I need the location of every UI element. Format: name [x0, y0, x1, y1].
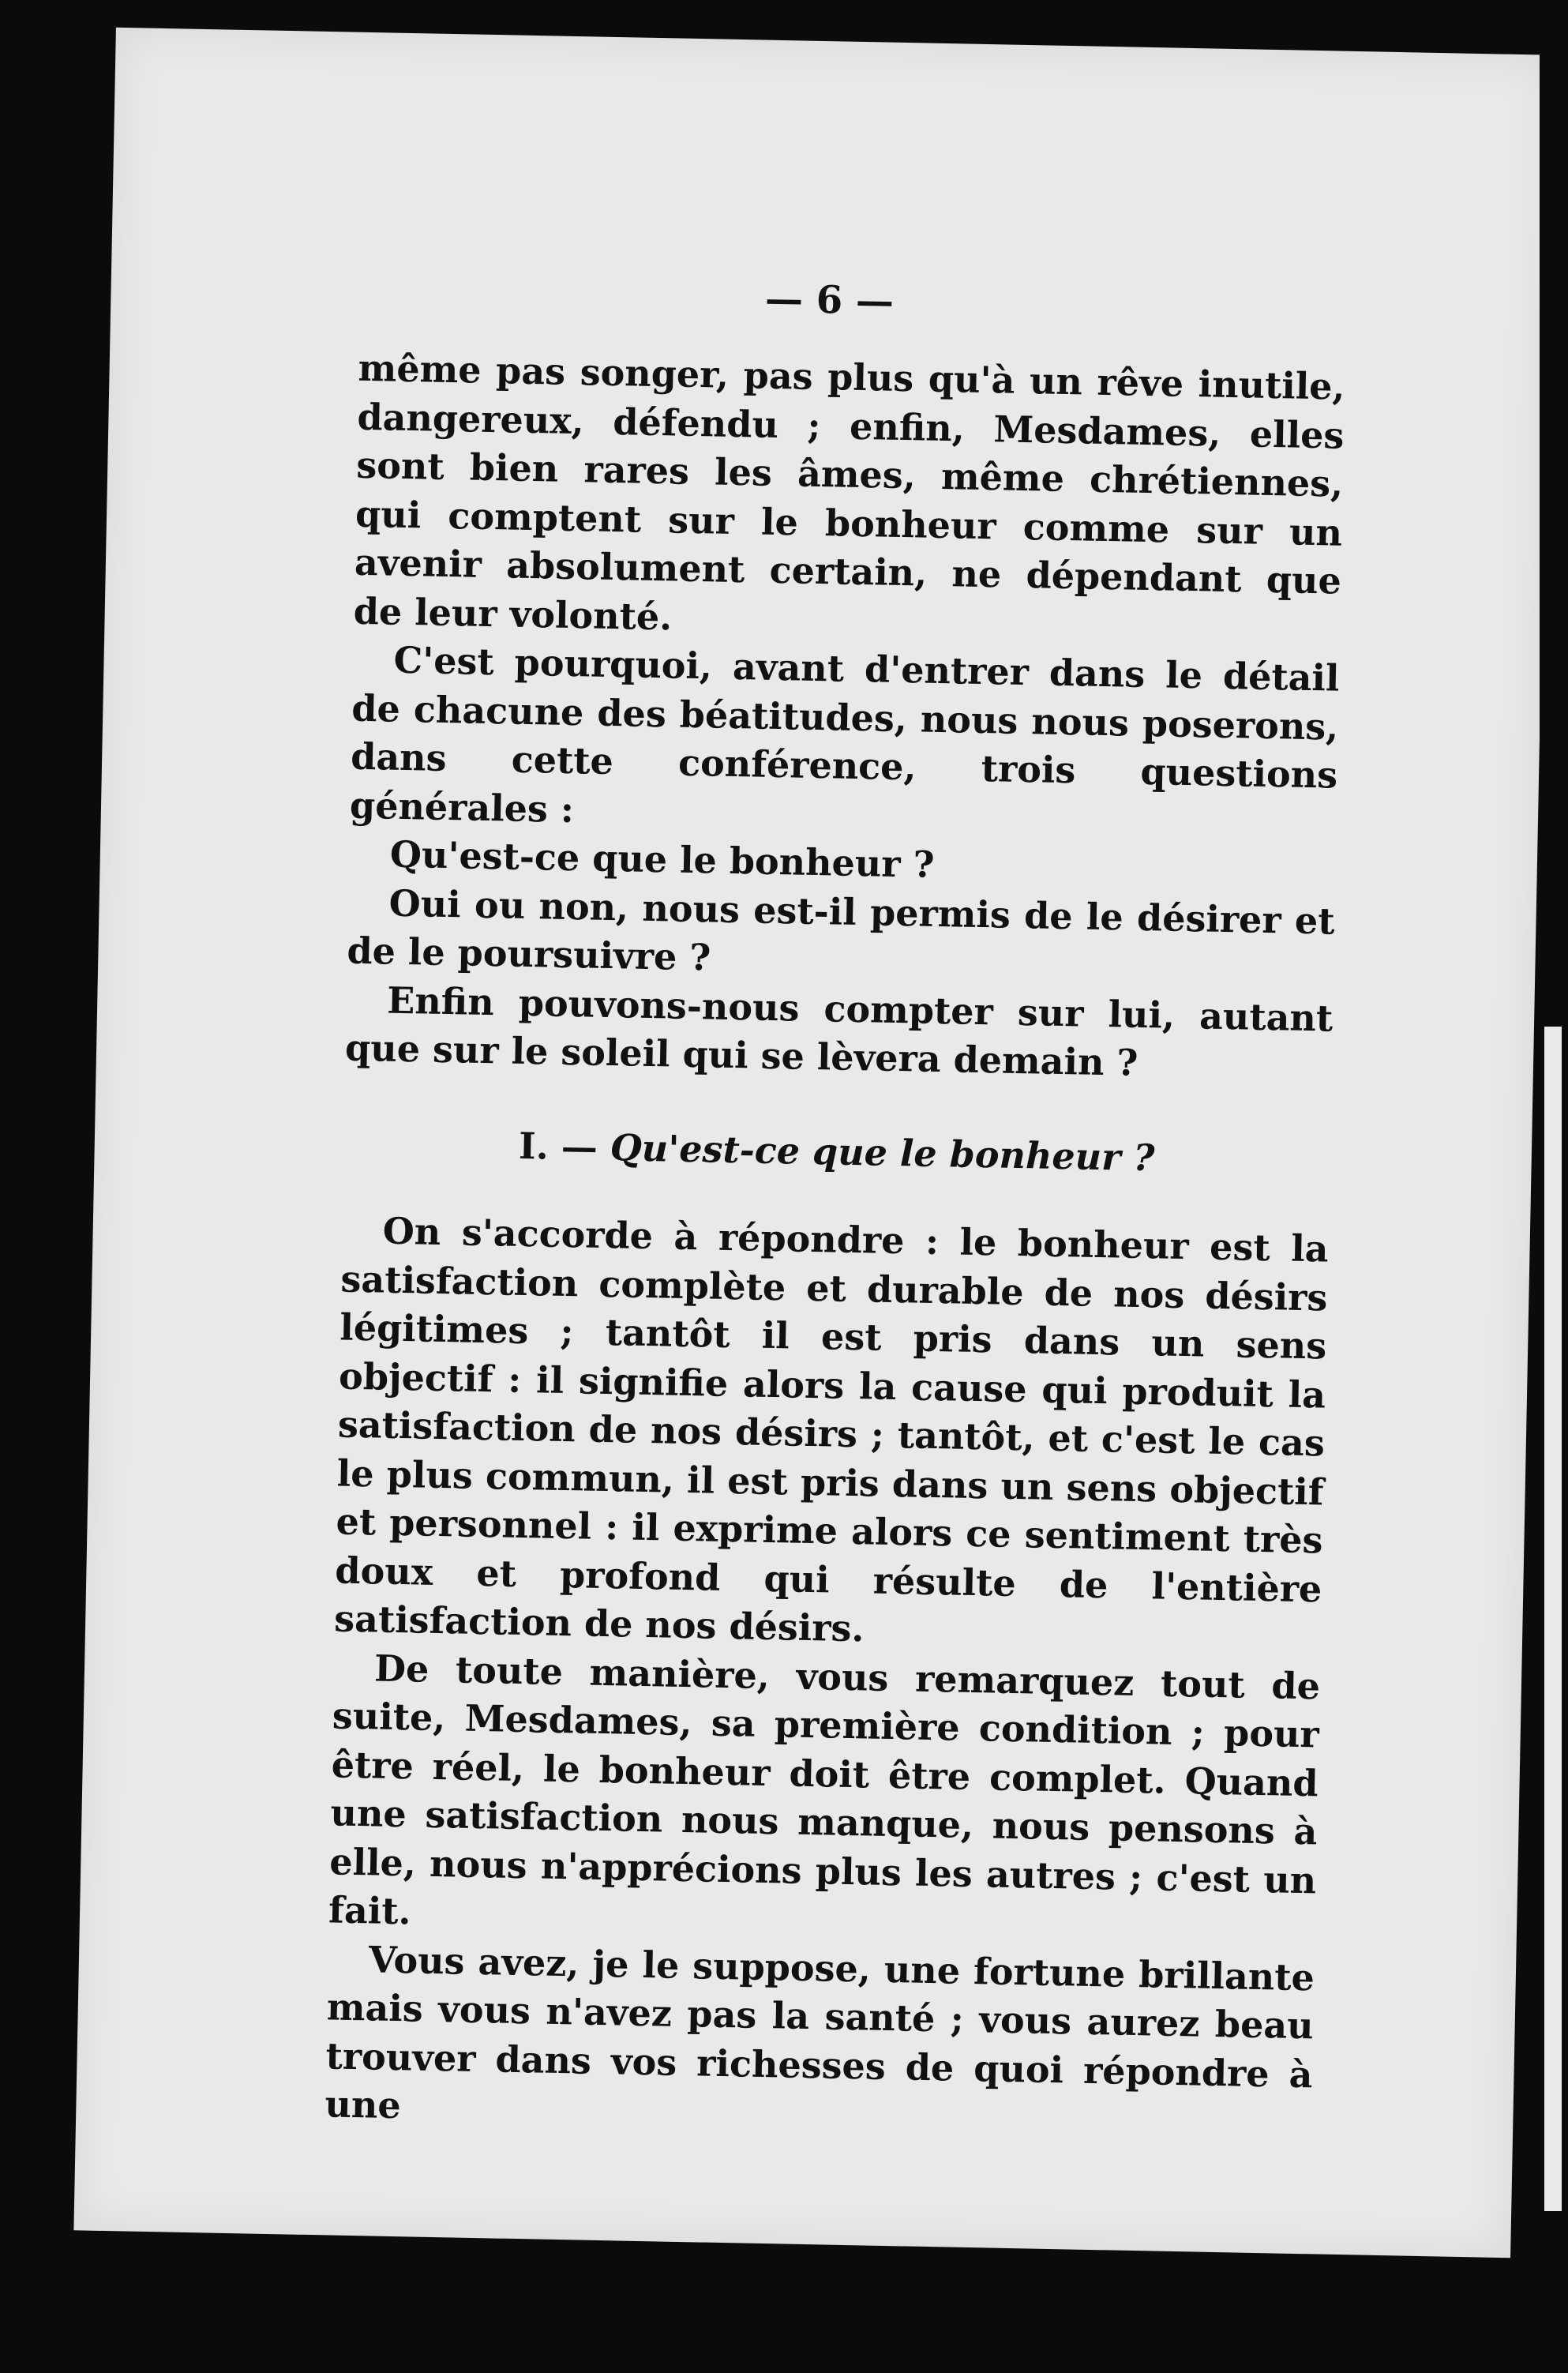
paragraph: Vous avez, je le suppose, une fortune brillante mais vous n'avez pas la santé ; vous aurez beau trouver dans vos richesses de quoi répondre à une: [324, 1937, 1315, 2127]
page-number: — 6 —: [764, 276, 895, 324]
paragraph: C'est pourquoi, avant d'entrer dans le détail de chacune des béatitudes, nous nous poserons, dans cette conférence, trois questions générales :: [349, 638, 1340, 831]
paragraph: On s'accorde à répondre : le bonheur est la satisfaction complète et durable de nos désirs légitimes ; tantôt il est pris dans un sens objectif : il signifie alors la cause qui produit la satisfaction de nos désirs ; tantôt, et c'est le cas le plus commun, il est pris dans un sens objectif et personnel : il exprime alors ce sentiment très doux et profond qui résulte de l'entière satisfaction de nos désirs.: [333, 1209, 1330, 1650]
paragraph: Oui ou non, nous est-il permis de le désirer et de le poursuivre ?: [347, 881, 1336, 979]
paragraph: même pas songer, pas plus qu'à un rêve inutile, dangereux, défendu ; enfin, Mesdames, elles sont bien rares les âmes, même chrétiennes, qui comptent sur le bonheur comme sur un avenir absolument certain, ne dépendant que de leur volonté.: [353, 346, 1346, 638]
next-page-edge: [1544, 1027, 1562, 2211]
paragraph: Enfin pouvons-nous compter sur lui, autant que sur le soleil qui se lèvera demain ?: [344, 978, 1334, 1084]
book-page: [73, 28, 1552, 2258]
section-title: Qu'est-ce que le bonheur ?: [610, 1125, 1155, 1179]
section-heading: [343, 1118, 1330, 1185]
paragraph: Qu'est-ce que le bonheur ?: [389, 832, 935, 886]
paragraph: De toute manière, vous remarquez tout de suite, Mesdames, sa première condition ; pour être réel, le bonheur doit être complet. Quand une satisfaction nous manque, nous pensons à elle, nous n'apprécions plus les autres ; c'est un fait.: [328, 1646, 1321, 1933]
section-number: I. —: [518, 1124, 598, 1169]
body-text: [324, 344, 1345, 2148]
